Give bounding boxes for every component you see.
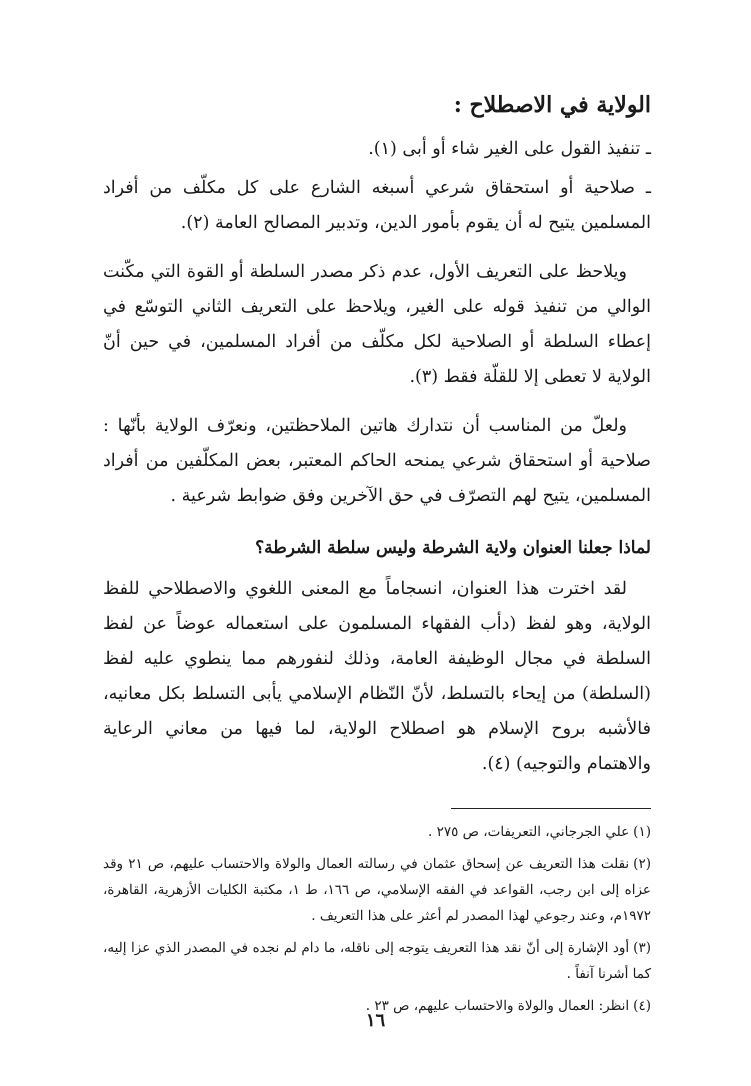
definition-2: ـ صلاحية أو استحقاق شرعي أسبغه الشارع على كل مكلّف من أفراد المسلمين يتيح له أن يقوم بأمور الدين، وتدبير المصالح العامة (٢). <box>103 171 651 241</box>
footnote-number: (٤) <box>633 998 651 1014</box>
document-page <box>103 88 651 1025</box>
sub-heading: لماذا جعلنا العنوان ولاية الشرطة وليس سلطة الشرطة؟ <box>255 538 651 558</box>
paragraph-2: ولعلّ من المناسب أن نتدارك هاتين الملاحظتين، ونعرّف الولاية بأنّها : صلاحية أو استحقاق شرعي يمنحه الحاكم المعتبر، بعض المكلّفين من أفراد المسلمين، يتيح لهم التصرّف في حق الآخرين وفق ضوابط شرعية . <box>103 416 651 506</box>
footnote-number: (٢) <box>633 856 651 872</box>
footnote-number: (٣) <box>633 940 651 956</box>
section-heading: الولاية في الاصطلاح : <box>453 92 651 118</box>
page-number: ١٦ <box>365 1010 386 1031</box>
closing-paragraph: لقد اخترت هذا العنوان، انسجاماً مع المعنى اللغوي والاصطلاحي للفظ الولاية، وهو لفظ (دأب الفقهاء المسلمون على استعماله عوضاً عن لفظ السلطة في مجال الوظيفة العامة، وذلك لنفورهم مما ينطوي عليه لفظ (السلطة) من إيحاء بالتسلط، لأنّ النّظام الإسلامي يأبى التسلط بكل معانيه، فالأشبه بروح الإسلام هو اصطلاح الولاية، لما فيها من معاني الرعاية والاهتمام والتوجيه) (٤). <box>103 579 651 774</box>
footnote-text: أود الإشارة إلى أنّ نقد هذا التعريف يتوجه إلى ناقله، ما دام لم نجده في المصدر الذي عزا إليه، كما أشرنا آنفاً . <box>103 940 651 982</box>
footnote <box>103 819 651 845</box>
footnote-divider <box>451 808 651 809</box>
footnote <box>103 935 651 987</box>
footnote <box>103 851 651 929</box>
definition-1: ـ تنفيذ القول على الغير شاء أو أبى (١). <box>103 132 651 167</box>
paragraph-1: ويلاحظ على التعريف الأول، عدم ذكر مصدر السلطة أو القوة التي مكّنت الوالي من تنفيذ قوله على الغير، ويلاحظ على التعريف الثاني التوسّع في إعطاء السلطة أو الصلاحية لكل مكلّف من أفراد المسلمين، في حين أنّ الولاية لا تعطى إلا للقلّة فقط (٣). <box>103 262 651 387</box>
footnote-text: نقلت هذا التعريف عن إسحاق عثمان في رسالته العمال والولاة والاحتساب عليهم، ص ٢١ وقد عزاه إلى ابن رجب، القواعد في الفقه الإسلامي، ص ١٦٦، ط ١، مكتبة الكليات الأزهرية، القاهرة، ١٩٧٢م، وعند رجوعي لهذا المصدر لم أعثر على هذا التعريف . <box>103 856 651 924</box>
footnote-text: انظر: العمال والولاة والاحتساب عليهم، ص ٢٣ . <box>365 998 630 1014</box>
footnotes <box>103 819 651 1019</box>
footnote-number: (١) <box>633 824 651 840</box>
footnote-text: علي الجرجاني، التعريفات، ص ٢٧٥ . <box>428 824 630 840</box>
